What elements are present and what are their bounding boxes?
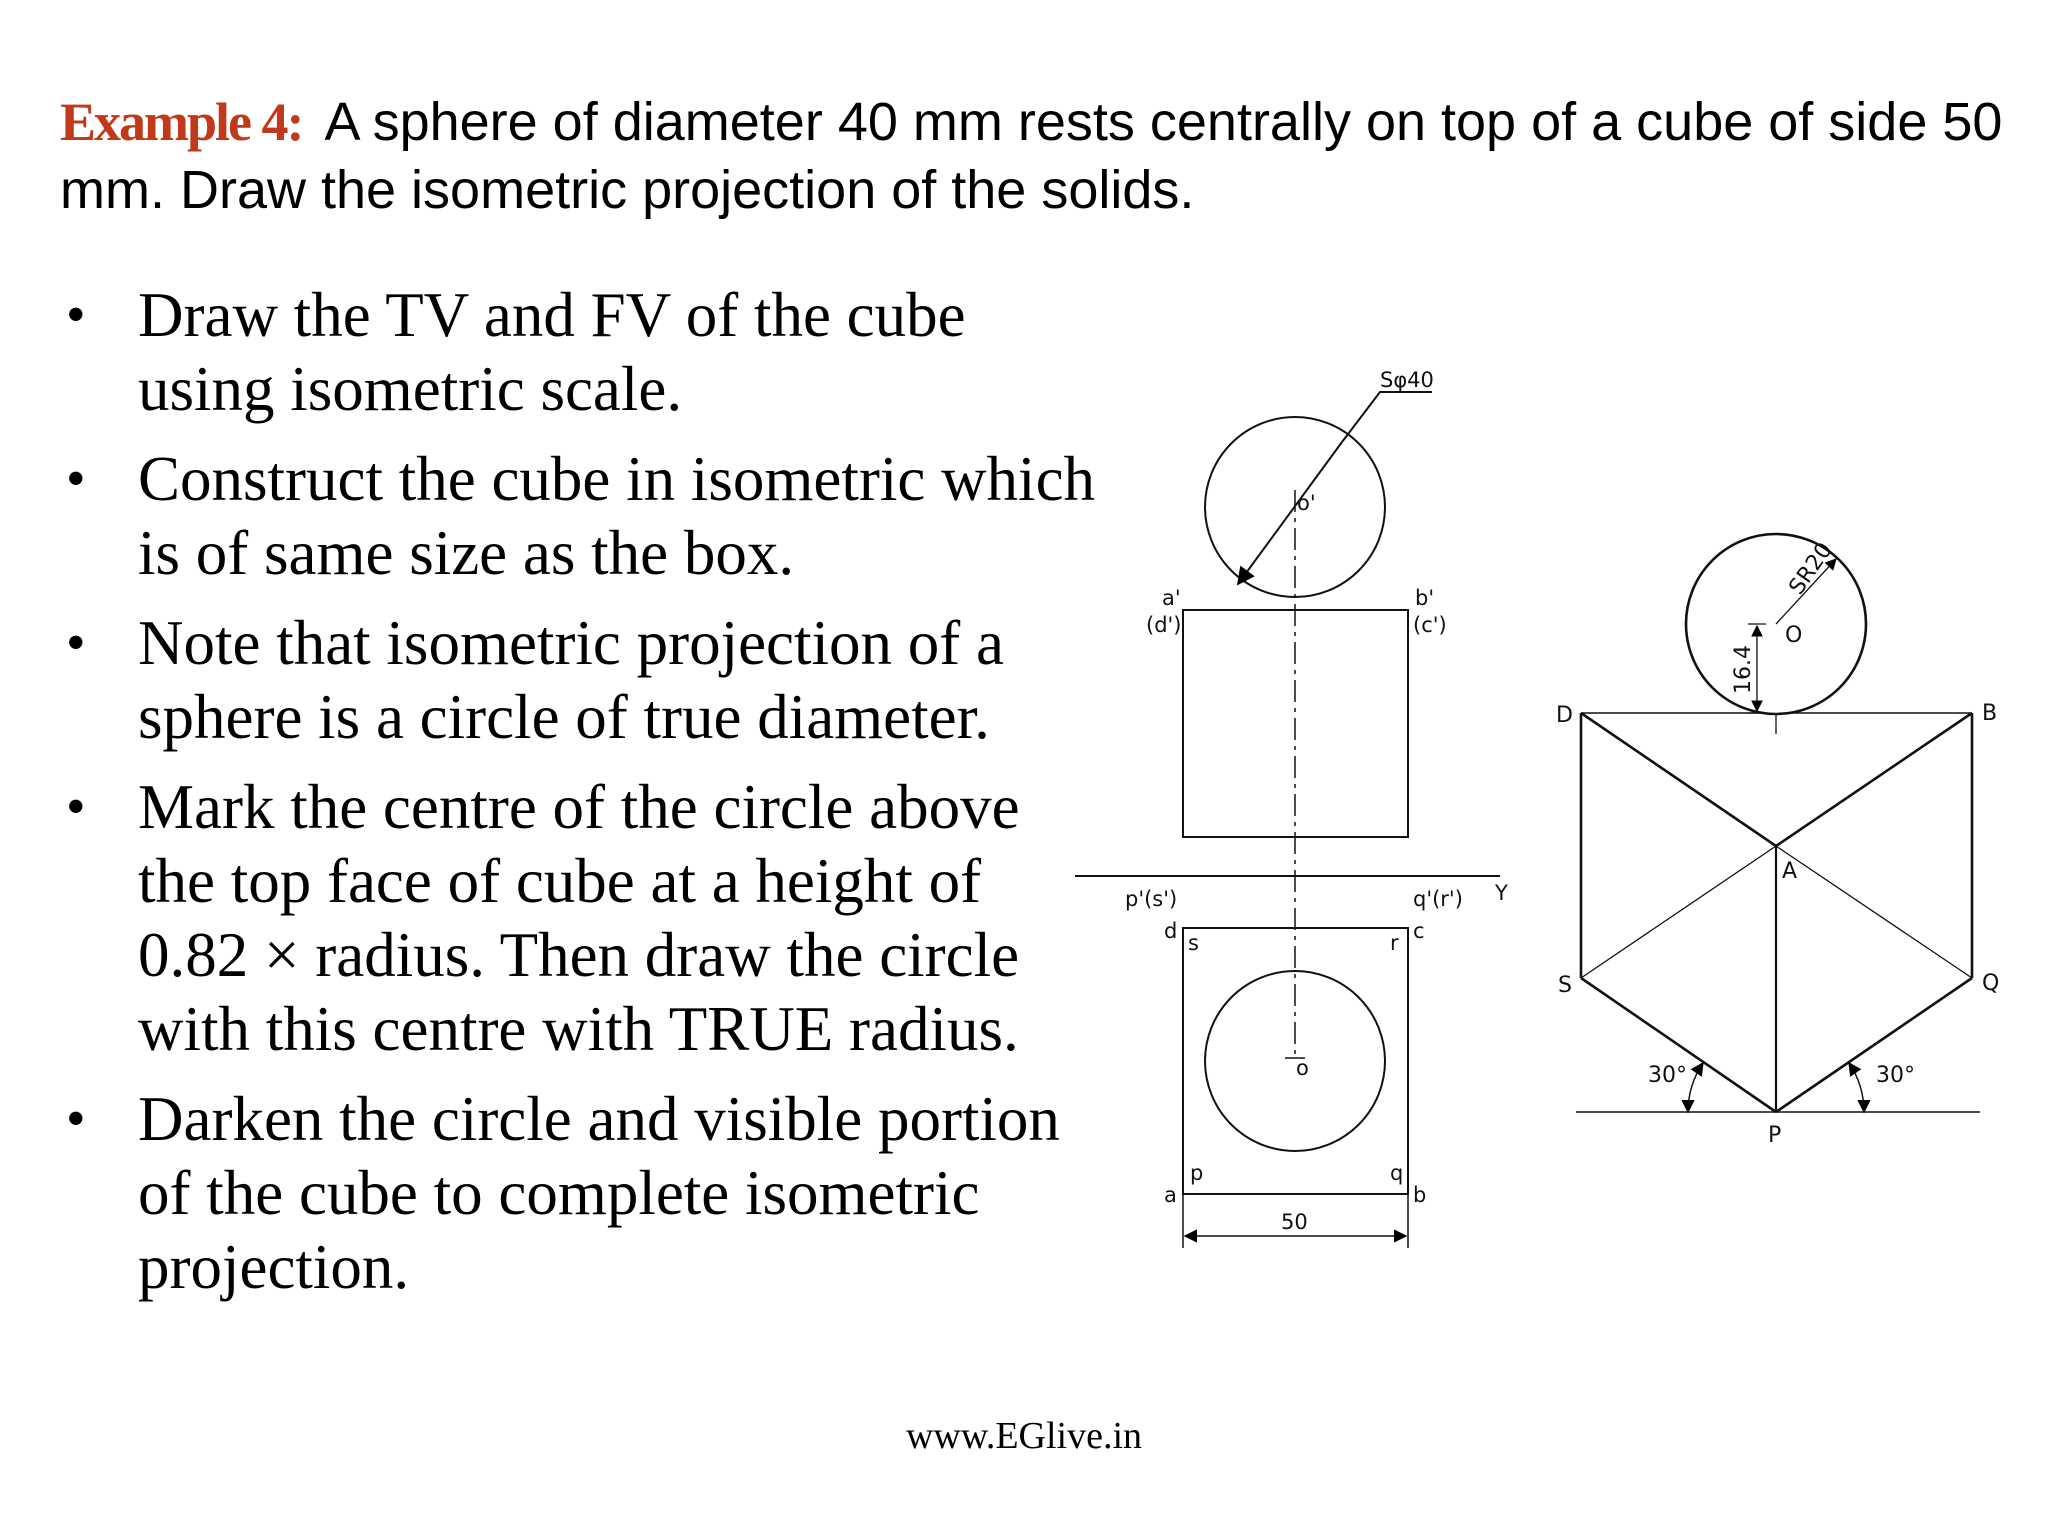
label-c-prime: (c') xyxy=(1413,613,1447,637)
iso-edge-QP xyxy=(1776,978,1972,1112)
example-label: Example 4: xyxy=(60,92,303,152)
problem-text: A sphere of diameter 40 mm rests centrally on top of a cube of side 50 mm. Draw the isometric projection of the solids. xyxy=(60,92,2003,220)
label-iso-B: B xyxy=(1982,701,1998,726)
label-p: p xyxy=(1190,1161,1204,1185)
label-iso-Q: Q xyxy=(1982,971,2000,996)
label-s: s xyxy=(1188,931,1199,955)
label-y: Y xyxy=(1495,881,1508,905)
instruction-text: Construct the cube in isometric which is of same size as the box. xyxy=(138,444,1096,588)
label-o-prime: o' xyxy=(1297,491,1316,515)
isometric-view xyxy=(1576,534,1980,1112)
footer-website: www.EGlive.in xyxy=(905,1415,1143,1457)
label-iso-S: S xyxy=(1558,973,1572,998)
height-dim-label: 16.4 xyxy=(1731,645,1756,694)
sphere-dim-label: Sφ40 xyxy=(1380,368,1434,392)
label-iso-A: A xyxy=(1782,859,1798,884)
angle-label-right: 30° xyxy=(1876,1063,1915,1088)
label-ps-prime: p'(s') xyxy=(1125,887,1178,911)
instruction-text: Note that isometric projection of a sphere is a circle of true diameter. xyxy=(138,608,1004,752)
bullet-icon: • xyxy=(66,612,86,674)
iso-edge-DA xyxy=(1581,713,1776,846)
instruction-text: Darken the circle and visible portion of the cube to complete isometric projection. xyxy=(138,1084,1060,1302)
label-o: o xyxy=(1296,1056,1309,1080)
iso-edge-AB xyxy=(1776,713,1972,846)
angle-arc-left xyxy=(1688,1063,1703,1112)
iso-diagonal-AS xyxy=(1581,846,1776,978)
label-d-prime: (d') xyxy=(1146,613,1182,637)
label-iso-P: P xyxy=(1768,1123,1782,1148)
sphere-dim-leader xyxy=(1342,392,1432,442)
orthographic-views xyxy=(1075,392,1500,1248)
sphere-radius-label: SR20 xyxy=(1784,538,1838,600)
iso-diagonal-AQ xyxy=(1776,846,1972,978)
label-d: d xyxy=(1164,919,1178,943)
label-a: a xyxy=(1164,1183,1177,1207)
label-iso-D: D xyxy=(1556,703,1573,728)
bullet-icon: • xyxy=(66,284,86,346)
sphere-diameter-line xyxy=(1238,442,1342,584)
iso-edge-PS xyxy=(1581,978,1776,1112)
label-c: c xyxy=(1413,919,1425,943)
label-qr-prime: q'(r') xyxy=(1413,887,1463,911)
label-a-prime: a' xyxy=(1162,586,1181,610)
angle-label-left: 30° xyxy=(1648,1063,1687,1088)
bullet-icon: • xyxy=(66,448,86,510)
angle-arc-right xyxy=(1849,1063,1864,1112)
label-b: b xyxy=(1413,1183,1427,1207)
label-q: q xyxy=(1390,1161,1404,1185)
width-dim-label: 50 xyxy=(1281,1210,1308,1234)
bullet-icon: • xyxy=(66,1088,86,1150)
instruction-text: Draw the TV and FV of the cube using isometric scale. xyxy=(138,280,966,424)
label-iso-O: O xyxy=(1785,623,1803,648)
label-r: r xyxy=(1390,931,1399,955)
label-b-prime: b' xyxy=(1415,586,1435,610)
bullet-icon: • xyxy=(66,776,86,838)
iso-radius-leader xyxy=(1835,559,1836,560)
instruction-text: Mark the centre of the circle above the top face of cube at a height of 0.82 × radius. Then draw the circle with this centre with TRUE radius. xyxy=(138,772,1020,1064)
